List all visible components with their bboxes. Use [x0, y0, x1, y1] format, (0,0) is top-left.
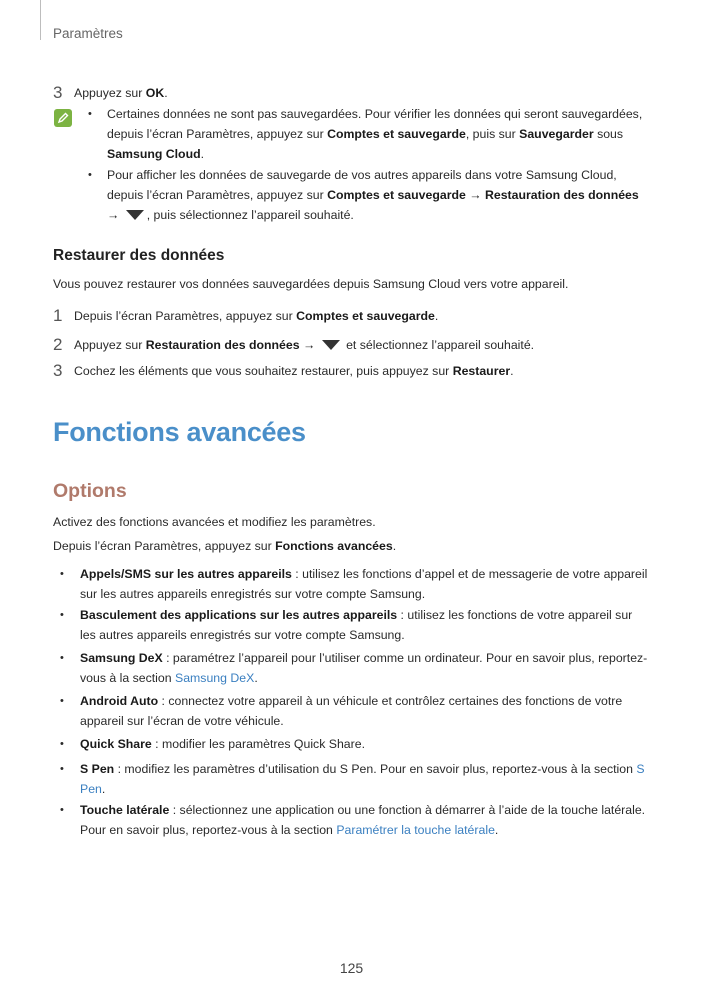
chapter-title: Fonctions avancées	[53, 417, 306, 447]
step-text: Cochez les éléments que vous souhaitez restaurer, puis appuyez sur Restaurer.	[74, 364, 514, 378]
bullet-dot: •	[88, 108, 92, 120]
section-title-options: Options	[53, 480, 127, 502]
step-text: Depuis l’écran Paramètres, appuyez sur Comptes et sauvegarde.	[74, 309, 439, 323]
option-text: Android Auto : connectez votre appareil à un véhicule et contrôlez certaines des fonctions de votre appareil sur l’écran de votre véhicule.	[80, 694, 623, 728]
options-intro-1: Activez des fonctions avancées et modifiez les paramètres.	[53, 515, 376, 529]
option-item-calls-sms	[60, 564, 650, 604]
note-bullet-2	[88, 165, 653, 225]
option-text: Quick Share : modifier les paramètres Quick Share.	[80, 737, 365, 751]
bullet-dot: •	[60, 652, 64, 664]
option-item-app-continuity	[60, 605, 650, 645]
bullet-dot: •	[60, 738, 64, 750]
options-intro-2: Depuis l’écran Paramètres, appuyez sur Fonctions avancées.	[53, 539, 397, 553]
restore-intro: Vous pouvez restaurer vos données sauvegardées depuis Samsung Cloud vers votre appareil.	[53, 277, 569, 291]
step-text: Appuyez sur Restauration des données → et sélectionnez l’appareil souhaité.	[74, 338, 535, 352]
step-number: 3	[53, 361, 63, 380]
option-text: S Pen : modifiez les paramètres d’utilisation du S Pen. Pour en savoir plus, reportez-vous à la section S Pen.	[80, 762, 645, 796]
option-item-s-pen	[60, 759, 650, 799]
step-text: Appuyez sur OK.	[74, 86, 168, 100]
dropdown-arrow-icon	[126, 210, 144, 220]
option-text: Basculement des applications sur les autres appareils : utilisez les fonctions de votre appareil sur les autres appareils enregistrés sur votre compte Samsung.	[80, 608, 633, 642]
link-side-key-settings[interactable]: Paramétrer la touche latérale	[336, 823, 495, 837]
option-item-quick-share	[60, 734, 650, 754]
bullet-dot: •	[60, 568, 64, 580]
note-text: Pour afficher les données de sauvegarde de vos autres appareils dans votre Samsung Cloud, depuis l’écran Paramètres, appuyez sur Comptes et sauvegarde → Restauration des données → , puis sélectionnez l’appareil souhaité.	[107, 168, 639, 222]
option-text: Touche latérale : sélectionnez une application ou une fonction à démarrer à l’aide de la touche latérale. Pour en savoir plus, reportez-vous à la section Paramétrer la touche latérale.	[80, 803, 646, 837]
bullet-dot: •	[60, 695, 64, 707]
link-samsung-dex[interactable]: Samsung DeX	[175, 671, 255, 685]
link-s-pen[interactable]: S Pen	[80, 762, 645, 796]
bullet-dot: •	[60, 804, 64, 816]
header-divider	[40, 0, 41, 40]
note-pencil-icon	[54, 109, 72, 127]
option-item-side-key	[60, 800, 650, 840]
dropdown-arrow-icon	[322, 340, 340, 350]
page-header-title: Paramètres	[53, 26, 123, 41]
bullet-dot: •	[60, 763, 64, 775]
bullet-dot: •	[88, 169, 92, 181]
option-item-samsung-dex	[60, 648, 650, 688]
option-text: Samsung DeX : paramétrez l’appareil pour l’utiliser comme un ordinateur. Pour en savoir plus, reportez-vous à la section Samsung DeX.	[80, 651, 648, 685]
section-title-restore: Restaurer des données	[53, 247, 225, 264]
step-number: 3	[53, 83, 63, 102]
note-bullet-1	[88, 104, 653, 164]
step-number: 1	[53, 306, 63, 325]
page-number: 125	[339, 960, 364, 976]
note-text: Certaines données ne sont pas sauvegardées. Pour vérifier les données qui seront sauvegardées, depuis l’écran Paramètres, appuyez sur Comptes et sauvegarde, puis sur Sauvegarder sous Samsung Cloud.	[107, 107, 643, 161]
bullet-dot: •	[60, 609, 64, 621]
step-number: 2	[53, 335, 63, 354]
option-text: Appels/SMS sur les autres appareils : utilisez les fonctions d’appel et de messagerie de votre appareil sur les autres appareils enregistrés sur votre compte Samsung.	[80, 567, 648, 601]
option-item-android-auto	[60, 691, 650, 731]
